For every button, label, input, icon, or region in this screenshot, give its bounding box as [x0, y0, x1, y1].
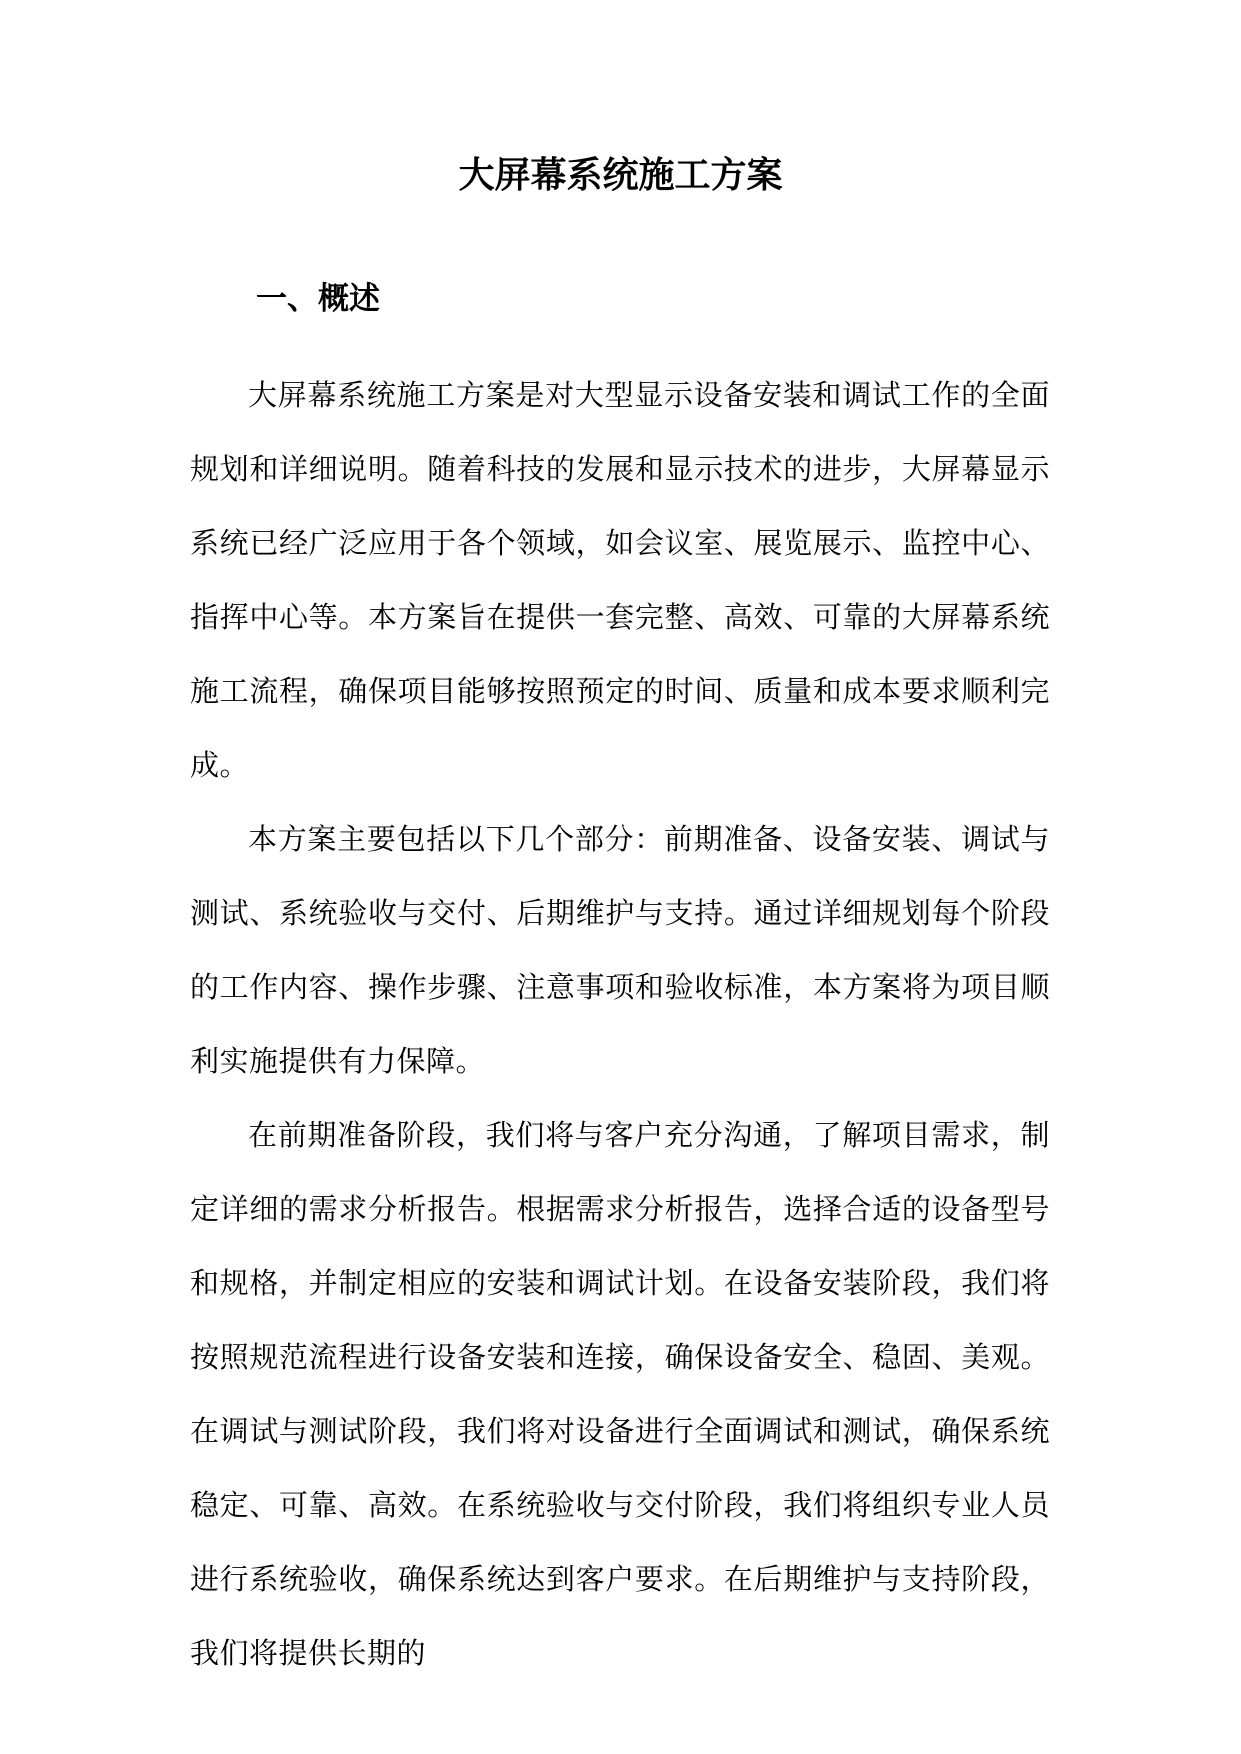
paragraph: 在前期准备阶段，我们将与客户充分沟通，了解项目需求，制定详细的需求分析报告。根据需求分析报告，选择合适的设备型号和规格，并制定相应的安装和调试计划。在设备安装阶段，我们将按照规范流程进行设备安装和连接，确保设备安全、稳固、美观。在调试与测试阶段，我们将对设备进行全面调试和测试，确保系统稳定、可靠、高效。在系统验收与交付阶段，我们将组织专业人员进行系统验收，确保系统达到客户要求。在后期维护与支持阶段，我们将提供长期的 — [190, 1118, 1050, 1670]
paragraph: 大屏幕系统施工方案是对大型显示设备安装和调试工作的全面规划和详细说明。随着科技的发展和显示技术的进步，大屏幕显示系统已经广泛应用于各个领域，如会议室、展览展示、监控中心、指挥中心等。本方案旨在提供一套完整、高效、可靠的大屏幕系统施工流程，确保项目能够按照预定的时间、质量和成本要求顺利完成。 — [190, 378, 1050, 782]
document-title: 大屏幕系统施工方案 — [458, 154, 783, 196]
body-text — [190, 358, 1050, 1690]
section-heading: 一、概述 — [256, 281, 380, 317]
paragraph: 本方案主要包括以下几个部分：前期准备、设备安装、调试与测试、系统验收与交付、后期维护与支持。通过详细规划每个阶段的工作内容、操作步骤、注意事项和验收标准，本方案将为项目顺利实施提供有力保障。 — [190, 822, 1050, 1078]
